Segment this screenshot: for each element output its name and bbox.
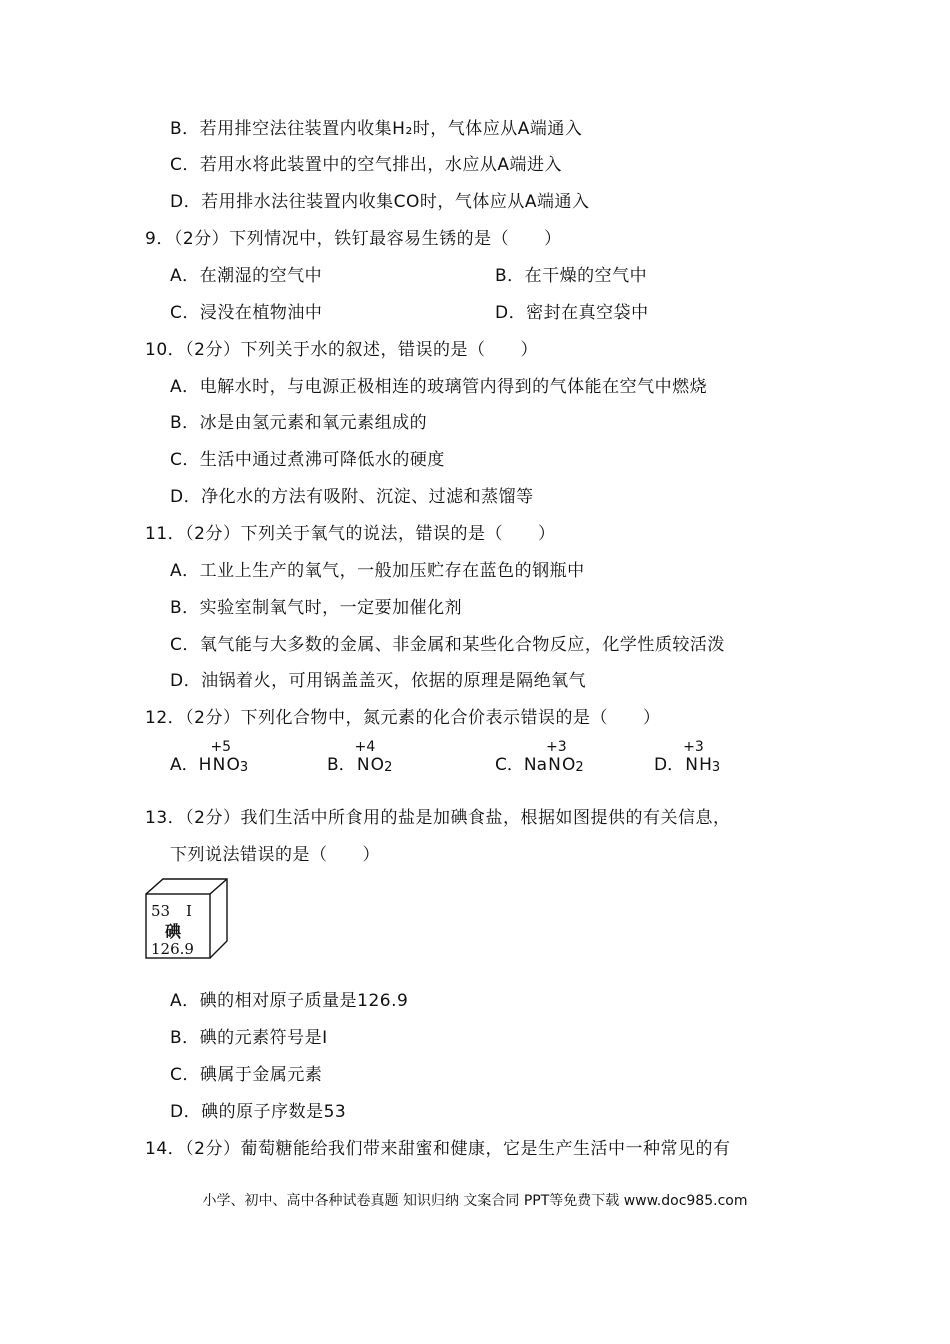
q11-option-b: B．实验室制氧气时，一定要加催化剂	[170, 598, 463, 618]
q9-stem: 9．（2分）下列情况中，铁钉最容易生锈的是（ ）	[145, 229, 562, 249]
q12-stem: 12．（2分）下列化合物中，氮元素的化合价表示错误的是（ ）	[145, 708, 661, 728]
q9-option-c: C．浸没在植物油中	[170, 303, 323, 323]
q10-stem: 10．（2分）下列关于水的叙述，错误的是（ ）	[145, 340, 538, 360]
q11-option-c: C．氧气能与大多数的金属、非金属和某些化合物反应，化学性质较活泼	[170, 635, 725, 655]
q9-option-b: B．在干燥的空气中	[495, 266, 648, 286]
q13-stem-line2: 下列说法错误的是（ ）	[170, 845, 380, 865]
q8-option-c: C．若用水将此装置中的空气排出，水应从A端进入	[170, 155, 562, 175]
q11-stem: 11．（2分）下列关于氧气的说法，错误的是（ ）	[145, 524, 556, 544]
q12-options	[170, 739, 770, 790]
iodine-atomic-mass: 126.9	[151, 940, 194, 958]
q14-stem: 14．（2分）葡萄糖能给我们带来甜蜜和健康，它是生产生活中一种常见的有	[145, 1139, 731, 1159]
iodine-symbol: I	[186, 902, 192, 920]
q12-option-c: C．Na +3 NO2	[495, 739, 584, 775]
q12-option-a: A．H +5 NO3	[170, 739, 249, 775]
q13-option-a: A．碘的相对原子质量是126.9	[170, 991, 409, 1011]
q13-option-d: D．碘的原子序数是53	[170, 1102, 347, 1122]
q10-option-c: C．生活中通过煮沸可降低水的硬度	[170, 450, 445, 470]
q8-option-b: B．若用排空法往装置内收集H₂时，气体应从A端通入	[170, 119, 583, 139]
q9-option-d: D．密封在真空袋中	[495, 303, 649, 323]
q10-option-d: D．净化水的方法有吸附、沉淀、过滤和蒸馏等	[170, 487, 534, 507]
page-footer: 小学、初中、高中各种试卷真题 知识归纳 文案合同 PPT等免费下载 www.doc985.com	[202, 1193, 748, 1209]
q12-option-d: D． +3 NH3	[654, 739, 721, 775]
q13-option-b: B．碘的元素符号是I	[170, 1028, 328, 1048]
iodine-name: 碘	[165, 922, 182, 941]
iodine-element-card	[145, 878, 229, 960]
q11-option-a: A．工业上生产的氧气，一般加压贮存在蓝色的钢瓶中	[170, 561, 585, 581]
q10-option-a: A．电解水时，与电源正极相连的玻璃管内得到的气体能在空气中燃烧	[170, 377, 708, 397]
q13-option-c: C．碘属于金属元素	[170, 1065, 323, 1085]
q12-option-b: B． +4 NO2	[327, 739, 393, 775]
cube-top-edge	[210, 879, 227, 894]
q13-stem-line1: 13．（2分）我们生活中所食用的盐是加碘食盐，根据如图提供的有关信息，	[145, 808, 731, 828]
q11-option-d: D．油锅着火，可用锅盖盖灭，依据的原理是隔绝氧气	[170, 671, 587, 691]
q9-option-a: A．在潮湿的空气中	[170, 266, 323, 286]
iodine-atomic-number: 53	[151, 902, 171, 920]
q10-option-b: B．冰是由氢元素和氧元素组成的	[170, 413, 428, 433]
q8-option-d: D．若用排水法往装置内收集CO时，气体应从A端通入	[170, 192, 590, 212]
